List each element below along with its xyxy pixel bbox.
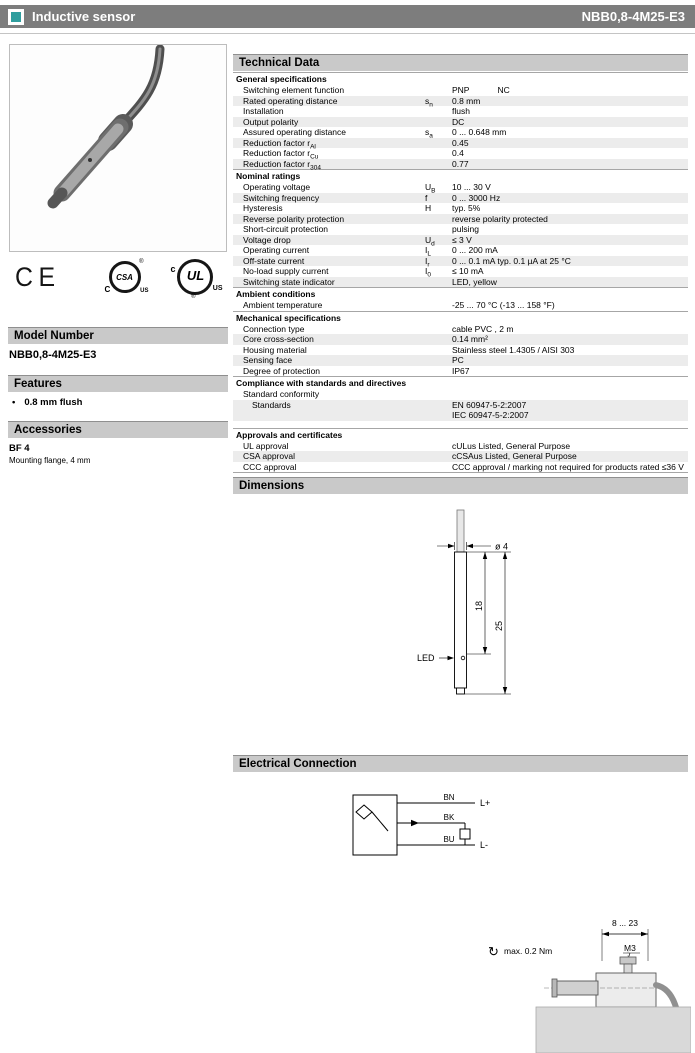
table-row [233,334,688,345]
row-value: 0 ... 3000 Hz [452,192,501,203]
row-value: pulsing [452,224,479,234]
row-label: Off-state current [243,255,305,266]
row-symbol [425,441,452,452]
row-symbol: $I_L$ [425,245,431,258]
row-symbol [425,400,452,421]
table-row [233,224,688,235]
row-symbol [425,300,452,311]
row-label: Voltage drop [243,234,291,245]
sensor-body [556,981,598,995]
sensing-face [552,979,557,997]
technical-data-table [233,72,688,473]
table-section-header: Approvals and certificates [233,428,688,441]
row-label: No-load supply current [243,266,329,276]
row-symbol: $U_B$ [425,182,436,195]
row-label: Short-circuit protection [243,224,329,234]
dim-25-label: 25 [494,620,504,632]
product-photo-drawing [10,45,226,251]
row-label: Sensing face [243,355,293,365]
table-row [233,389,688,400]
row-label: Switching element function [243,85,345,95]
ul-mark: UL c US ® [177,259,213,295]
mounting-drawing [476,915,691,1053]
row-symbol [425,366,452,377]
diameter-label: ø 4 [495,541,509,552]
row-value: EN 60947-5-2:2007 IEC 60947-5-2:2007 [452,399,529,420]
table-row [233,451,688,462]
row-label: Ambient temperature [243,300,323,310]
row-value: cable PVC , 2 m [452,323,514,334]
base-plate [536,1007,691,1053]
row-symbol: $s_a$ [425,127,433,140]
dimension-drawing [233,498,688,750]
row-label: Output polarity [243,116,299,127]
table-row [233,300,688,311]
row-label: Degree of protection [243,365,321,376]
row-label: Reduction factor $r_{304}$ [243,158,321,172]
table-section-header: Ambient conditions [233,287,688,300]
table-row [233,203,688,214]
header-bar [0,5,695,28]
row-value: 10 ... 30 V [452,182,491,192]
row-value: 0.45 [452,137,469,148]
row-value: 0 ... 0.1 mA typ. 0.1 µA at 25 °C [452,255,571,266]
row-value: IP67 [452,365,470,376]
table-row [233,462,688,473]
row-label: CCC approval [243,461,297,472]
load-symbol-icon [460,829,470,839]
table-row [233,324,688,335]
model-number-heading: Model Number [8,327,228,344]
dim-18-label: 18 [474,600,484,612]
table-row [233,277,688,288]
row-value: cULus Listed, General Purpose [452,440,571,451]
feature-text: 0.8 mm flush [24,397,83,408]
row-value: PC [452,355,464,365]
table-row [233,85,688,96]
led-label: LED [417,653,435,663]
table-row [233,355,688,366]
row-symbol: H [425,203,432,213]
table-row [233,127,688,138]
row-symbol: $I_r$ [425,255,430,269]
row-value: cCSAus Listed, General Purpose [452,451,577,461]
table-row [233,159,688,170]
table-row [233,345,688,356]
accessory-name: BF 4 [9,443,30,454]
wire-bn-label: BN [443,793,455,802]
technical-data-heading: Technical Data [233,54,688,71]
row-symbol: $I_0$ [425,266,431,279]
row-label: Housing material [243,344,307,355]
row-label: UL approval [243,440,289,451]
table-row [233,117,688,128]
electrical-connection-heading: Electrical Connection [233,755,688,772]
table-row [233,366,688,377]
row-symbol [425,224,452,235]
row-value: 0.8 mm [452,95,481,106]
row-value: reverse polarity protected [452,213,548,224]
certification-marks [9,253,227,301]
row-value: ≤ 10 mA [452,266,484,276]
clamp-range-label: 8 ... 23 [612,918,638,928]
row-value: CCC approval / marking not required for products rated ≤36 V [452,461,684,472]
row-label: Reverse polarity protection [243,213,345,224]
row-symbol [425,277,452,288]
bullet-icon: • [12,397,16,408]
table-section-header: General specifications [233,72,688,85]
row-value [452,389,688,400]
row-label: Core cross-section [243,334,314,344]
table-row [233,182,688,193]
row-value: flush [452,106,470,116]
row-symbol [425,334,452,345]
wire-bu-label: BU [443,835,455,844]
torque-note: max. 0.2 Nm [504,946,553,956]
accessory-description: Mounting flange, 4 mm [9,456,91,465]
ce-mark: CE [15,261,61,292]
circuit-diagram [233,783,688,883]
table-row [233,441,688,452]
table-row [233,256,688,267]
row-value: typ. 5% [452,203,481,213]
product-family-title: Inductive sensor [32,9,136,24]
row-value: Stainless steel 1.4305 / AISI 303 [452,344,575,355]
thread-label: M3 [624,943,636,953]
proximity-sensor-symbol-icon [356,805,372,819]
row-label: Switching frequency [243,192,320,203]
row-label: Installation [243,106,284,116]
row-label: Connection type [243,323,305,334]
row-symbol [425,355,452,366]
row-value: 0.77 [452,158,469,169]
output-arrow-icon [411,820,419,826]
screw-head [620,957,636,964]
feature-item [12,397,82,408]
brand-logo-icon [8,9,24,25]
product-photo [9,44,227,252]
wire-bk-label: BK [443,813,455,822]
row-label: Switching state indicator [243,276,335,287]
torque-arrow-icon: ↻ [488,944,499,959]
row-symbol [425,85,452,96]
row-value: 0.4 [452,148,464,158]
header-model-number: NBB0,8-4M25-E3 [581,9,685,24]
dimensions-heading: Dimensions [233,477,688,494]
table-row [233,193,688,204]
table-row [233,148,688,159]
row-symbol [425,138,452,149]
row-label: Assured operating distance [243,127,347,137]
table-row [233,235,688,246]
row-symbol [425,148,452,159]
features-heading: Features [8,375,228,392]
header-divider [0,33,695,34]
brand-logo-inner-icon [11,12,21,22]
table-row [233,106,688,117]
row-symbol [425,451,452,462]
terminal-minus-label: L- [480,840,489,850]
row-value: ≤ 3 V [452,234,472,245]
table-section-header: Compliance with standards and directives [233,376,688,389]
row-label: Operating current [243,245,310,255]
terminal-plus-label: L+ [480,798,491,808]
row-label: Reduction factor $r_{Al}$ [243,137,316,151]
row-value: DC [452,116,465,127]
row-value: 0 ... 200 mA [452,245,498,255]
row-label: CSA approval [243,451,295,461]
csa-mark: CSA C US ® [104,259,149,294]
row-symbol [425,159,452,170]
row-value: 0.14 mm² [452,334,488,344]
row-symbol [425,106,452,117]
table-row [233,266,688,277]
row-symbol: $U_d$ [425,234,435,248]
model-number-value: NBB0,8-4M25-E3 [9,349,97,361]
accessories-heading: Accessories [8,421,228,438]
row-symbol: f [425,192,428,203]
row-label: Rated operating distance [243,95,338,106]
row-symbol [425,324,452,335]
row-symbol: $s_n$ [425,95,433,109]
row-label: Operating voltage [243,182,311,192]
table-row [233,214,688,225]
row-symbol [425,462,452,473]
row-symbol [425,389,452,400]
row-label: Standards [252,399,291,410]
row-value: -25 ... 70 °C (-13 ... 158 °F) [452,300,555,310]
table-section-header: Nominal ratings [233,169,688,182]
row-value: LED, yellow [452,276,497,287]
row-label: Standard conformity [243,389,320,399]
row-symbol [425,345,452,356]
row-value: 0 ... 0.648 mm [452,127,507,137]
table-row [233,400,688,421]
row-label: Hysteresis [243,203,283,213]
row-value: PNP NC [452,85,510,95]
table-row [233,138,688,149]
row-symbol [425,214,452,225]
row-symbol [425,117,452,128]
table-row [233,96,688,107]
table-row [233,245,688,256]
table-section-header: Mechanical specifications [233,311,688,324]
mounting-flange [596,973,656,1007]
row-label: Reduction factor $r_{Cu}$ [243,148,319,161]
screw-shaft [624,964,632,974]
